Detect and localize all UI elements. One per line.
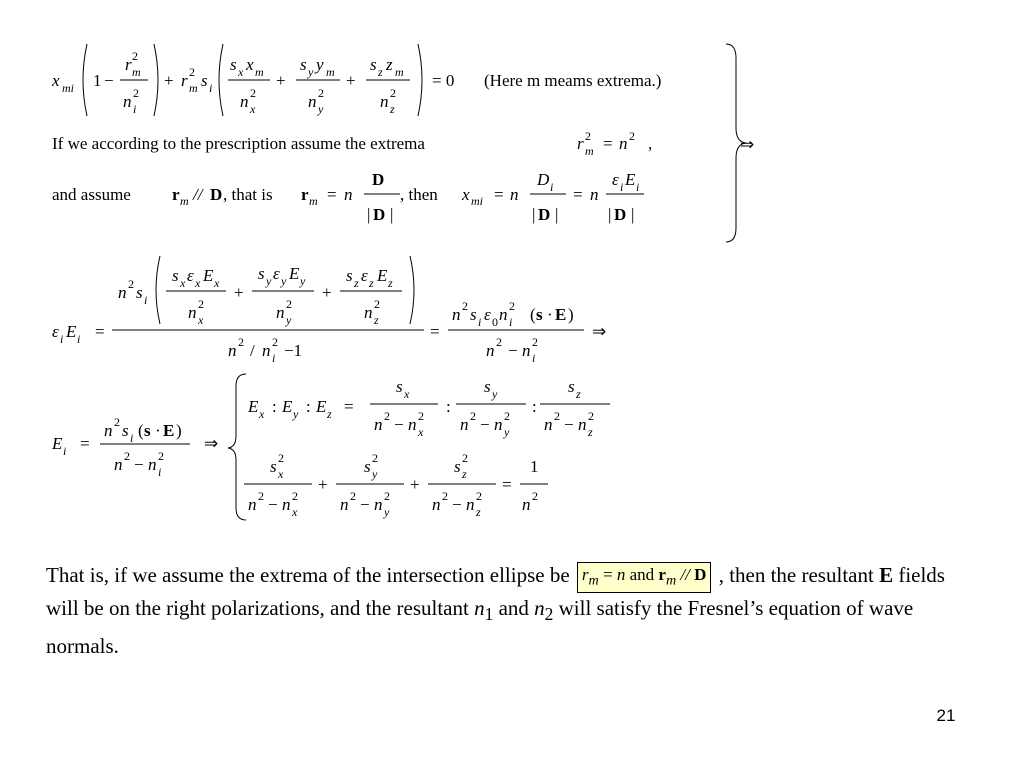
svg-text:2: 2 — [470, 409, 476, 423]
svg-text:m: m — [585, 144, 594, 158]
svg-text:z: z — [388, 276, 393, 290]
svg-text:ε: ε — [273, 264, 280, 283]
svg-text:i: i — [636, 180, 640, 194]
svg-text:x: x — [418, 425, 424, 439]
svg-text:D: D — [614, 205, 627, 224]
svg-text:2: 2 — [442, 489, 448, 503]
svg-text:n: n — [374, 415, 383, 434]
svg-text:,: , — [648, 134, 653, 153]
svg-text:n: n — [148, 455, 157, 474]
svg-text:|: | — [608, 205, 612, 224]
svg-text:2: 2 — [532, 335, 538, 349]
svg-text:2: 2 — [350, 489, 356, 503]
svg-text:z: z — [390, 102, 395, 116]
svg-text:x: x — [52, 71, 60, 90]
svg-text:s: s — [172, 266, 179, 285]
svg-text:−: − — [508, 341, 518, 360]
svg-text:n: n — [114, 455, 123, 474]
svg-text:2: 2 — [585, 129, 591, 143]
svg-text:s: s — [144, 421, 151, 440]
svg-text:x: x — [180, 276, 186, 290]
svg-text:y: y — [266, 274, 272, 288]
svg-text:n: n — [188, 303, 197, 322]
svg-text:+: + — [164, 71, 174, 90]
svg-text:s: s — [230, 55, 237, 74]
svg-text:⇒: ⇒ — [592, 322, 607, 341]
svg-text:r: r — [181, 71, 188, 90]
svg-text:+: + — [276, 71, 286, 90]
svg-text:2: 2 — [496, 335, 502, 349]
svg-text:x: x — [404, 387, 410, 401]
svg-text:n: n — [544, 415, 553, 434]
svg-text:n: n — [499, 305, 508, 324]
svg-text:=: = — [430, 322, 440, 341]
svg-text:n: n — [344, 185, 353, 204]
svg-text:s: s — [568, 377, 575, 396]
svg-text:=: = — [573, 185, 583, 204]
svg-text:=: = — [327, 185, 337, 204]
svg-text:n: n — [308, 92, 317, 111]
svg-text:mi: mi — [62, 81, 74, 95]
svg-text::: : — [532, 397, 537, 416]
svg-text:n: n — [619, 134, 628, 153]
svg-text:i: i — [63, 444, 67, 458]
svg-text:n: n — [340, 495, 349, 514]
svg-text:m: m — [189, 81, 198, 95]
svg-text:·: · — [547, 305, 553, 324]
svg-text:2: 2 — [509, 299, 515, 313]
svg-text:−: − — [564, 415, 574, 434]
svg-text:D: D — [210, 185, 223, 204]
svg-text:n: n — [123, 92, 132, 111]
svg-text:2: 2 — [278, 451, 284, 465]
svg-text:y: y — [504, 425, 510, 439]
svg-text::: : — [446, 397, 451, 416]
svg-text:n: n — [452, 305, 461, 324]
svg-text:y: y — [316, 55, 324, 74]
svg-text:−: − — [104, 71, 114, 90]
svg-text:ε: ε — [187, 266, 194, 285]
svg-text:i: i — [272, 351, 276, 365]
svg-text:2: 2 — [418, 409, 424, 423]
svg-text:m: m — [326, 65, 335, 79]
svg-text:−: − — [134, 455, 144, 474]
svg-text:i: i — [133, 102, 137, 116]
svg-text:r: r — [577, 134, 584, 153]
svg-text:m: m — [255, 65, 264, 79]
svg-text:2: 2 — [384, 489, 390, 503]
svg-text:i: i — [532, 351, 536, 365]
equation-E-system — [51, 374, 610, 520]
svg-text:s: s — [370, 55, 377, 74]
svg-text:x: x — [214, 276, 220, 290]
svg-text:−: − — [268, 495, 278, 514]
svg-text:y: y — [293, 407, 299, 421]
equation-extrema-condition — [51, 44, 661, 116]
svg-text:n: n — [374, 495, 383, 514]
svg-text:2: 2 — [504, 409, 510, 423]
svg-text:D: D — [372, 170, 385, 189]
svg-text:x: x — [278, 467, 284, 481]
svg-text:2: 2 — [462, 451, 468, 465]
svg-text:D: D — [373, 205, 386, 224]
svg-text::: : — [272, 397, 277, 416]
svg-text:z: z — [576, 387, 581, 401]
svg-text:x: x — [462, 185, 470, 204]
svg-text:s: s — [454, 457, 461, 476]
svg-text:m: m — [180, 194, 189, 208]
svg-text:|: | — [532, 205, 536, 224]
svg-text:+: + — [346, 71, 356, 90]
svg-text:n: n — [282, 495, 291, 514]
svg-text:0: 0 — [492, 315, 498, 329]
svg-text:E: E — [625, 170, 636, 189]
svg-text:s: s — [484, 377, 491, 396]
svg-text:i: i — [509, 315, 513, 329]
svg-text:1: 1 — [93, 71, 102, 90]
svg-text:n: n — [364, 303, 373, 322]
svg-text:y: y — [300, 274, 306, 288]
svg-text:y: y — [318, 102, 324, 116]
svg-text:E: E — [377, 266, 388, 285]
svg-text:n: n — [466, 495, 475, 514]
svg-text:−1: −1 — [284, 341, 303, 360]
svg-text:, then: , then — [400, 185, 438, 204]
svg-text:=: = — [603, 134, 613, 153]
svg-text:): ) — [568, 305, 574, 324]
svg-text:z: z — [374, 313, 379, 327]
svg-text:r: r — [172, 185, 180, 204]
svg-text:s: s — [201, 71, 208, 90]
svg-text:2: 2 — [318, 86, 324, 100]
if-line-text: If we according to the prescription assume the extrema — [52, 134, 425, 153]
equation-eps-E — [52, 256, 606, 365]
svg-text:s: s — [470, 305, 477, 324]
svg-text:ε: ε — [361, 266, 368, 285]
svg-text:x: x — [246, 55, 254, 74]
svg-text:2: 2 — [198, 297, 204, 311]
svg-text:2: 2 — [292, 489, 298, 503]
svg-text:s: s — [258, 264, 265, 283]
svg-text:2: 2 — [114, 415, 120, 429]
svg-text:i: i — [478, 315, 482, 329]
svg-text:+: + — [318, 475, 328, 494]
svg-text:y: y — [492, 387, 498, 401]
svg-text:n: n — [494, 415, 503, 434]
svg-text:+: + — [322, 283, 332, 302]
svg-text:=: = — [344, 397, 354, 416]
svg-text:y: y — [384, 505, 390, 519]
svg-text:=: = — [95, 322, 105, 341]
svg-text:z: z — [369, 276, 374, 290]
and-assume-text: and assume — [52, 185, 131, 204]
svg-text::: : — [306, 397, 311, 416]
svg-text:x: x — [238, 65, 244, 79]
svg-text:(: ( — [530, 305, 536, 324]
svg-text:E: E — [163, 421, 175, 440]
svg-text:2: 2 — [462, 299, 468, 313]
svg-text:n: n — [380, 92, 389, 111]
extrema-note: (Here m meams extrema.) — [484, 71, 662, 90]
svg-text:|: | — [390, 205, 394, 224]
svg-text:2: 2 — [238, 335, 244, 349]
svg-text:2: 2 — [532, 489, 538, 503]
svg-text:2: 2 — [384, 409, 390, 423]
svg-text:s: s — [364, 457, 371, 476]
svg-text:i: i — [209, 81, 213, 95]
svg-text:(: ( — [138, 421, 144, 440]
svg-text:m: m — [132, 65, 141, 79]
svg-text:n: n — [240, 92, 249, 111]
svg-text:r: r — [125, 55, 132, 74]
svg-text:z: z — [588, 425, 593, 439]
svg-text:+: + — [410, 475, 420, 494]
svg-text:i: i — [158, 465, 162, 479]
svg-text:x: x — [195, 276, 201, 290]
svg-text:i: i — [77, 332, 81, 346]
svg-text:n: n — [460, 415, 469, 434]
implies-arrow-1: ⇒ — [740, 135, 755, 154]
svg-text:2: 2 — [158, 449, 164, 463]
svg-text:s: s — [300, 55, 307, 74]
svg-text:E: E — [66, 322, 77, 341]
svg-text:r: r — [301, 185, 309, 204]
svg-text:−: − — [452, 495, 462, 514]
svg-text:=: = — [494, 185, 504, 204]
svg-text:x: x — [250, 102, 256, 116]
svg-text:x: x — [292, 505, 298, 519]
svg-text:E: E — [52, 434, 63, 453]
svg-text:2: 2 — [128, 277, 134, 291]
svg-text:s: s — [270, 457, 277, 476]
svg-text:2: 2 — [554, 409, 560, 423]
svg-text:2: 2 — [374, 297, 380, 311]
svg-text:2: 2 — [372, 451, 378, 465]
svg-text:⇒: ⇒ — [204, 434, 219, 453]
svg-text:2: 2 — [476, 489, 482, 503]
svg-text:s: s — [536, 305, 543, 324]
svg-text:2: 2 — [133, 86, 139, 100]
svg-text:n: n — [408, 415, 417, 434]
svg-text:z: z — [378, 65, 383, 79]
svg-text:1: 1 — [530, 457, 539, 476]
svg-text:2: 2 — [629, 129, 635, 143]
svg-text:y: y — [372, 467, 378, 481]
svg-text:m: m — [395, 65, 404, 79]
svg-text:|: | — [367, 205, 371, 224]
svg-text:D: D — [538, 205, 551, 224]
svg-text:n: n — [262, 341, 271, 360]
svg-text:n: n — [578, 415, 587, 434]
svg-text:−: − — [360, 495, 370, 514]
prescription-line — [52, 129, 652, 158]
svg-text:·: · — [155, 421, 161, 440]
svg-text:2: 2 — [588, 409, 594, 423]
svg-text:x: x — [259, 407, 265, 421]
svg-text:E: E — [316, 397, 327, 416]
svg-text:2: 2 — [132, 49, 138, 63]
svg-text:y: y — [281, 274, 287, 288]
svg-text:z: z — [386, 55, 393, 74]
svg-text:2: 2 — [189, 65, 195, 79]
svg-text:n: n — [104, 421, 113, 440]
svg-text:= 0: = 0 — [432, 71, 455, 90]
svg-text:z: z — [354, 276, 359, 290]
highlighted-condition-box: $r_m = n$ and $r_m$ // D — [577, 562, 712, 593]
svg-text:n: n — [432, 495, 441, 514]
svg-text:=: = — [80, 434, 90, 453]
svg-text:mi: mi — [471, 194, 483, 208]
svg-text:z: z — [476, 505, 481, 519]
svg-text:|: | — [631, 205, 635, 224]
svg-text:2: 2 — [124, 449, 130, 463]
svg-text:−: − — [480, 415, 490, 434]
svg-text:s: s — [346, 266, 353, 285]
svg-text:2: 2 — [286, 297, 292, 311]
svg-text:2: 2 — [258, 489, 264, 503]
svg-text:2: 2 — [272, 335, 278, 349]
svg-text:|: | — [555, 205, 559, 224]
svg-text:i: i — [130, 431, 134, 445]
svg-text:x: x — [198, 313, 204, 327]
svg-text:i: i — [620, 180, 624, 194]
svg-text:n: n — [486, 341, 495, 360]
svg-text:2: 2 — [390, 86, 396, 100]
conclusion-paragraph: That is, if we assume the extrema of the intersection ellipse be $r_m = n$ and $r_m$ // D , then the resultant E fields will be on the right polarizations, and the resultant $n_1$ and $n_2$ will satisfy the Fresnel’s equation of wave normals. — [46, 563, 945, 658]
svg-text:n: n — [522, 495, 531, 514]
svg-text:ε: ε — [484, 305, 491, 324]
svg-text:n: n — [248, 495, 257, 514]
svg-text:n: n — [510, 185, 519, 204]
svg-text:/: / — [250, 341, 255, 360]
svg-text://: // — [193, 185, 203, 204]
svg-text:m: m — [309, 194, 318, 208]
page-number: 21 — [936, 706, 956, 725]
svg-text:ε: ε — [52, 322, 59, 341]
svg-text:i: i — [60, 332, 64, 346]
assumption-line — [52, 170, 644, 224]
svg-text:n: n — [276, 303, 285, 322]
svg-text:E: E — [282, 397, 293, 416]
svg-text:y: y — [286, 313, 292, 327]
svg-text:s: s — [136, 283, 143, 302]
svg-text:i: i — [550, 180, 554, 194]
svg-text:i: i — [144, 293, 148, 307]
svg-text:E: E — [289, 264, 300, 283]
svg-text:−: − — [394, 415, 404, 434]
svg-text:n: n — [590, 185, 599, 204]
svg-text:z: z — [327, 407, 332, 421]
svg-text:D: D — [537, 170, 550, 189]
svg-text:=: = — [502, 475, 512, 494]
svg-text:z: z — [462, 467, 467, 481]
svg-text:n: n — [118, 283, 127, 302]
svg-text:E: E — [555, 305, 567, 324]
svg-text:E: E — [248, 397, 259, 416]
svg-text:E: E — [203, 266, 214, 285]
svg-text:y: y — [308, 65, 314, 79]
svg-text:2: 2 — [250, 86, 256, 100]
svg-text:n: n — [228, 341, 237, 360]
svg-text:ε: ε — [612, 170, 619, 189]
svg-text:n: n — [522, 341, 531, 360]
svg-text:+: + — [234, 283, 244, 302]
svg-text:s: s — [396, 377, 403, 396]
svg-text:s: s — [122, 421, 129, 440]
svg-text:, that is: , that is — [223, 185, 273, 204]
svg-text:): ) — [176, 421, 182, 440]
